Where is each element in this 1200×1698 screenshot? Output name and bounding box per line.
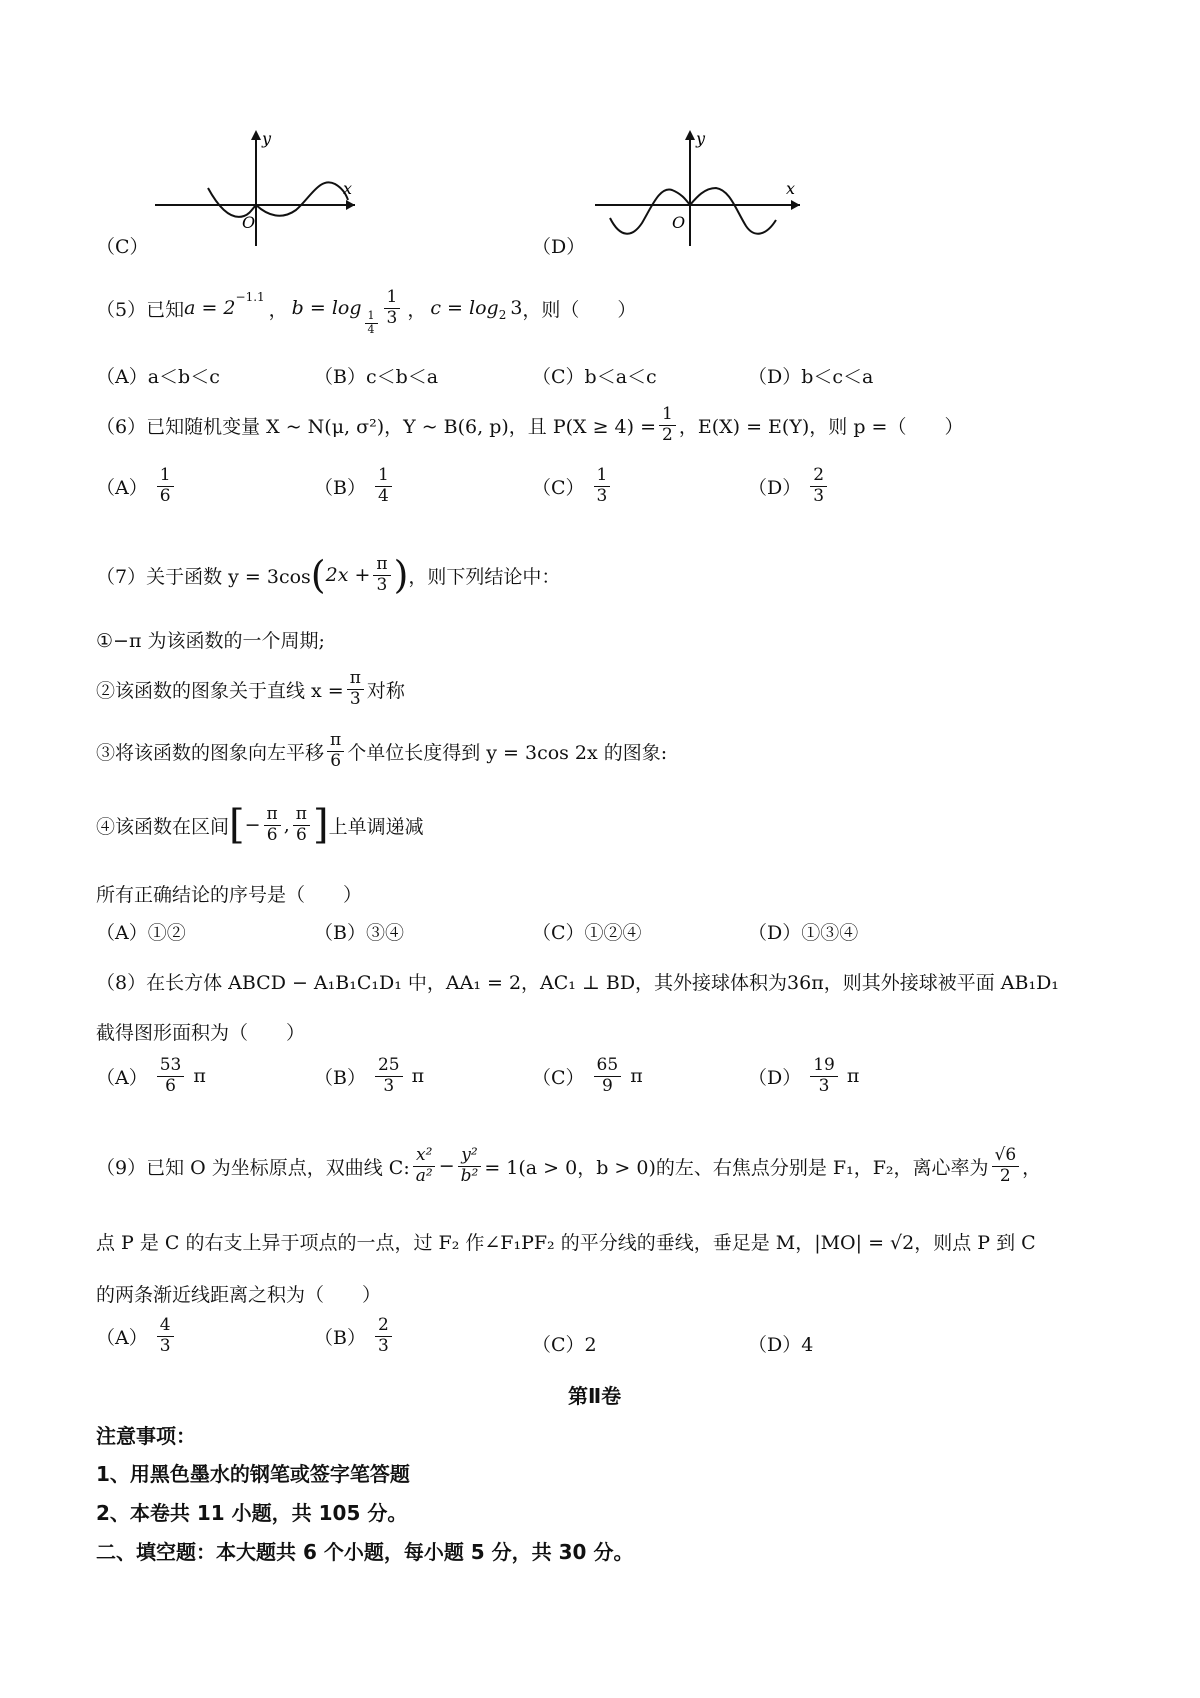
section-2-title: 第Ⅱ卷 <box>568 1384 622 1408</box>
q7-inner: 2x + <box>325 564 371 586</box>
q6-option-b: （B） $\frac{1}{4}$ <box>314 466 395 506</box>
q5-tail: ，则（ ） <box>522 298 637 321</box>
q9-option-c: （C）2 <box>532 1334 597 1356</box>
graph-c-label: （C） <box>96 236 149 258</box>
q9-option-b: （B） $\frac{2}{3}$ <box>314 1316 395 1356</box>
q9-y-fraction: $\frac{\text{y²}}{\text{b²}}$ <box>458 1146 482 1186</box>
graph-d-label: （D） <box>532 236 586 258</box>
q9-line-3: 的两条渐近线距离之积为（ ） <box>96 1284 382 1306</box>
graph-c-curve <box>208 182 348 217</box>
q5-option-c: （C）b＜a＜c <box>532 366 657 388</box>
q7-statement-1: ①−π 为该函数的一个周期; <box>96 630 325 652</box>
part-2-heading: 二、填空题：本大题共 6 个小题，每小题 5 分，共 30 分。 <box>96 1540 634 1564</box>
q6-half: $\frac{1}{2}$ <box>659 405 676 445</box>
q8-option-d: （D） $\frac{19}{3}$ π <box>748 1055 860 1096</box>
q7-stem: （7）关于函数 y = 3cos ( 2x + $\frac{\pi}{3}$ ) ，则下列结论中： <box>96 553 561 597</box>
q7-text-2: ，则下列结论中： <box>408 565 561 588</box>
q9-eccentricity: $\frac{√6}{2}$ <box>992 1146 1020 1186</box>
q9-option-a: （A） $\frac{4}{3}$ <box>96 1316 177 1356</box>
graph-d-curve <box>610 188 776 234</box>
q6-option-c: （C） $\frac{1}{3}$ <box>532 466 613 506</box>
graph-c <box>150 128 370 253</box>
graph-d <box>590 128 810 253</box>
q9-text-2: = 1(a > 0，b > 0)的左、右焦点分别是 F₁，F₂，离心率为 <box>484 1156 989 1179</box>
q5-option-b: （B）c＜b＜a <box>314 366 439 388</box>
q5-option-d: （D）b＜c＜a <box>748 366 874 388</box>
q7-option-d: （D）①③④ <box>748 922 859 944</box>
q5-b-fraction: $\frac{1}{3}$ <box>384 288 401 328</box>
q8-option-b: （B） $\frac{25}{3}$ π <box>314 1055 425 1096</box>
q5-a-exponent: −1.1 <box>235 290 265 304</box>
q9-line-2: 点 P 是 C 的右支上异于项点的一点，过 F₂ 作∠F₁PF₂ 的平分线的垂线，垂足是 M，|MO| = √2，则点 P 到 C <box>96 1232 1036 1254</box>
q7-statement-3: ③将该函数的图象向左平移 $\frac{\pi}{6}$ 个单位长度得到 y = 3cos 2x 的图象: <box>96 729 668 771</box>
q5-option-a: （A）a＜b＜c <box>96 366 220 388</box>
graph-c-x-label: x <box>343 179 353 198</box>
notice-item-2: 2、本卷共 11 小题，共 105 分。 <box>96 1501 408 1525</box>
q5-stem: （5）已知 a = 2 $^{-1.1}$ ， b = log $\frac{1}{4}$ $\frac{1}{3}$ ， c = log $_2$ 3 ，则（ ） <box>96 286 637 336</box>
q5-a-expr: a = 2 <box>184 297 236 319</box>
q5-b-base: $\frac{1}{4}$ <box>365 310 378 336</box>
q7-statement-2: ②该函数的图象关于直线 x = $\frac{\pi}{3}$ 对称 <box>96 667 405 709</box>
q6-text-2: ，E(X) = E(Y)，则 p =（ ） <box>678 415 964 438</box>
graph-d-y-label: y <box>696 129 706 148</box>
q7-statement-4: ④该函数在区间 [ − $\frac{\pi}{6}$ , $\frac{\pi}{6}$ ] 上单调递减 <box>96 802 424 848</box>
q8-option-c: （C） $\frac{65}{9}$ π <box>532 1055 643 1096</box>
q8-option-a: （A） $\frac{53}{6}$ π <box>96 1055 206 1096</box>
q7-question: 所有正确结论的序号是（ ） <box>96 884 363 906</box>
q5-b-expr: b = log <box>291 297 362 319</box>
q8-line-2: 截得图形面积为（ ） <box>96 1022 306 1044</box>
notice-item-1: 1、用黑色墨水的钢笔或签字笔答题 <box>96 1462 410 1486</box>
q8-line-1: （8）在长方体 ABCD − A₁B₁C₁D₁ 中，AA₁ = 2，AC₁ ⊥ BD，其外接球体积为36π，则其外接球被平面 AB₁D₁ <box>96 972 1059 994</box>
graph-c-origin: O <box>242 213 256 232</box>
q6-option-d: （D） $\frac{2}{3}$ <box>748 466 830 506</box>
q9-x-fraction: $\frac{\text{x²}}{\text{a²}}$ <box>413 1146 436 1186</box>
q5-c-arg: 3 <box>510 297 523 319</box>
q5-c-base: 2 <box>498 308 507 322</box>
q7-text-1: （7）关于函数 y = 3cos <box>96 565 311 588</box>
q9-text-1: （9）已知 O 为坐标原点，双曲线 C: <box>96 1156 410 1179</box>
q7-option-a: （A）①② <box>96 922 186 944</box>
q6-stem <box>96 398 963 452</box>
q7-pi-over-3: $\frac{\pi}{3}$ <box>373 555 390 595</box>
q7-option-c: （C）①②④ <box>532 922 642 944</box>
notice-heading: 注意事项： <box>96 1424 196 1448</box>
q5-number: （5）已知 <box>96 298 185 321</box>
q9-stem: （9）已知 O 为坐标原点，双曲线 C: $\frac{\text{x²}}{\text{a²}}$ − $\frac{\text{y²}}{\text{b²}}$ = 1(a > 0，b > 0)的左、右焦点分别是 F₁，F₂，离心率为 $\frac{√6}{2}$ ， <box>96 1144 1042 1186</box>
q9-option-d: （D）4 <box>748 1334 814 1356</box>
graph-d-x-label: x <box>786 179 796 198</box>
q5-c-expr: c = log <box>430 297 499 319</box>
q6-text-1: （6）已知随机变量 X ~ N(μ, σ²)，Y ~ B(6, p)，且 P(X ≥ 4) = <box>96 415 656 438</box>
graph-d-origin: O <box>672 213 686 232</box>
q7-option-b: （B）③④ <box>314 922 404 944</box>
graph-c-y-label: y <box>262 129 272 148</box>
q6-option-a: （A） $\frac{1}{6}$ <box>96 466 177 506</box>
